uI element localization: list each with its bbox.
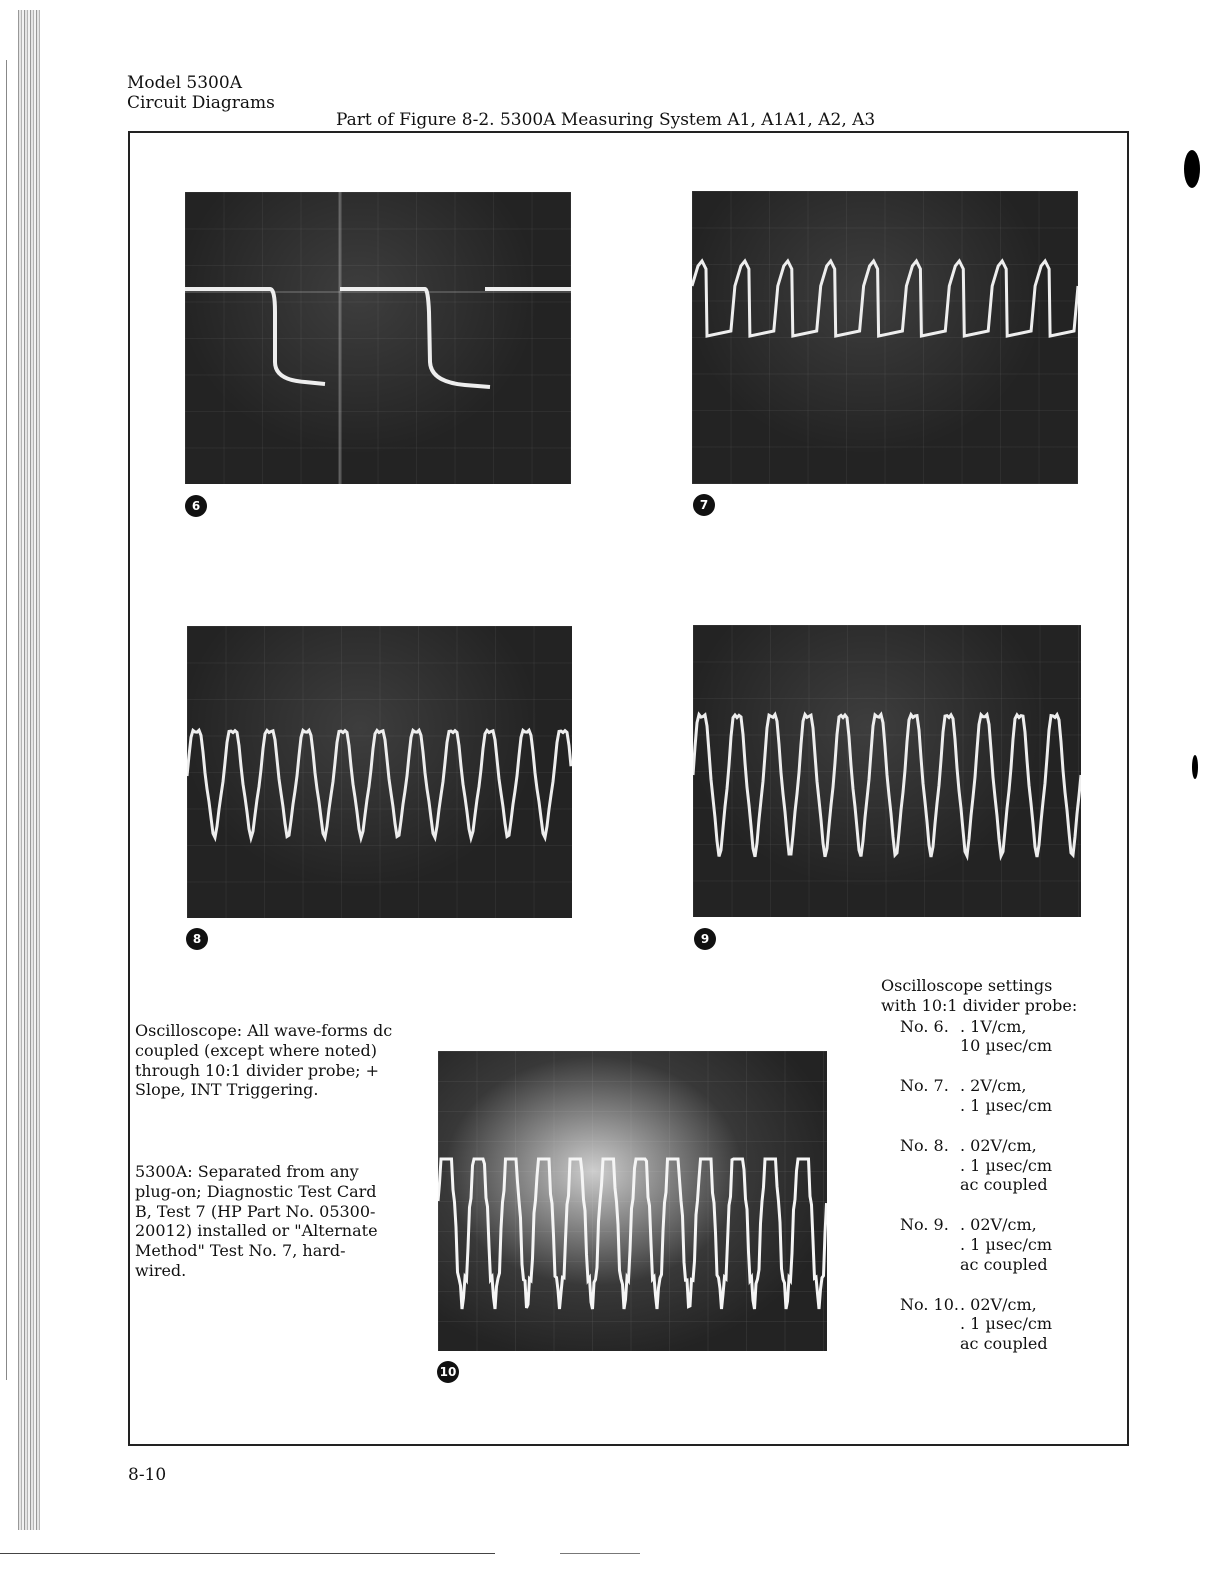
setting-number: No. 6. — [900, 1016, 949, 1036]
photo-10-badge: 10 — [437, 1361, 459, 1383]
waveform-6 — [185, 192, 571, 484]
setting-line: . 1 µsec/cm — [960, 1095, 1052, 1115]
setting-line: . 02V/cm, — [960, 1135, 1037, 1155]
setting-item-8 — [881, 1136, 1077, 1195]
setting-line: . 02V/cm, — [960, 1294, 1037, 1314]
bottom-rule — [0, 1553, 495, 1554]
setting-number: No. 7. — [900, 1076, 949, 1096]
oscilloscope-note: Oscilloscope: All wave-forms dc coupled (except where noted) through 10:1 divider probe; + Slope, INT Triggering. — [135, 1021, 393, 1100]
setting-number: No. 10. — [900, 1294, 959, 1314]
setting-line: . 1V/cm, — [960, 1016, 1027, 1036]
punch-hole-mark — [1192, 755, 1198, 779]
photo-7-badge: 7 — [693, 494, 715, 516]
instrument-note: 5300A: Separated from any plug-on; Diagnostic Test Card B, Test 7 (HP Part No. 05300-20012) installed or "Alternate Method" Test No. 7, hard-wired. — [135, 1162, 378, 1280]
setting-item-9 — [881, 1215, 1077, 1274]
setting-line: . 02V/cm, — [960, 1215, 1037, 1235]
scope-photo-9 — [693, 625, 1081, 917]
waveform-8 — [187, 626, 572, 918]
setting-line: ac coupled — [960, 1254, 1048, 1274]
setting-line: ac coupled — [960, 1175, 1048, 1195]
page-edge-line — [6, 60, 7, 1380]
scope-photo-8 — [187, 626, 572, 918]
setting-line: . 1 µsec/cm — [960, 1155, 1052, 1175]
setting-line: 10 µsec/cm — [960, 1036, 1053, 1056]
setting-line: . 2V/cm, — [960, 1076, 1027, 1096]
setting-line: ac coupled — [960, 1334, 1048, 1354]
waveform-10 — [438, 1051, 827, 1351]
photo-8-badge: 8 — [186, 928, 208, 950]
page-number: 8-10 — [128, 1465, 167, 1485]
photo-9-badge: 9 — [694, 928, 716, 950]
setting-item-7 — [881, 1076, 1077, 1116]
setting-number: No. 9. — [900, 1215, 949, 1235]
figure-title: Part of Figure 8-2. 5300A Measuring System A1, A1A1, A2, A3 — [336, 110, 876, 130]
waveform-7 — [692, 191, 1078, 484]
settings-title-line-2: with 10:1 divider probe: — [881, 995, 1078, 1015]
model-label: Model 5300A — [127, 73, 242, 93]
photo-6-badge: 6 — [185, 495, 207, 517]
setting-number: No. 8. — [900, 1135, 949, 1155]
scope-photo-10 — [438, 1051, 827, 1351]
oscilloscope-settings — [881, 976, 1077, 1354]
page-binding-edge — [18, 10, 40, 1530]
setting-line: . 1 µsec/cm — [960, 1234, 1052, 1254]
bottom-rule — [560, 1553, 640, 1554]
setting-item-10 — [881, 1295, 1077, 1354]
scope-photo-7 — [692, 191, 1078, 484]
settings-title-line-1: Oscilloscope settings — [881, 976, 1053, 995]
scope-photo-6 — [185, 192, 571, 484]
setting-item-6 — [881, 1017, 1077, 1057]
section-label: Circuit Diagrams — [127, 93, 275, 113]
punch-hole-mark — [1184, 150, 1200, 188]
setting-line: . 1 µsec/cm — [960, 1314, 1052, 1334]
waveform-9 — [693, 625, 1081, 917]
